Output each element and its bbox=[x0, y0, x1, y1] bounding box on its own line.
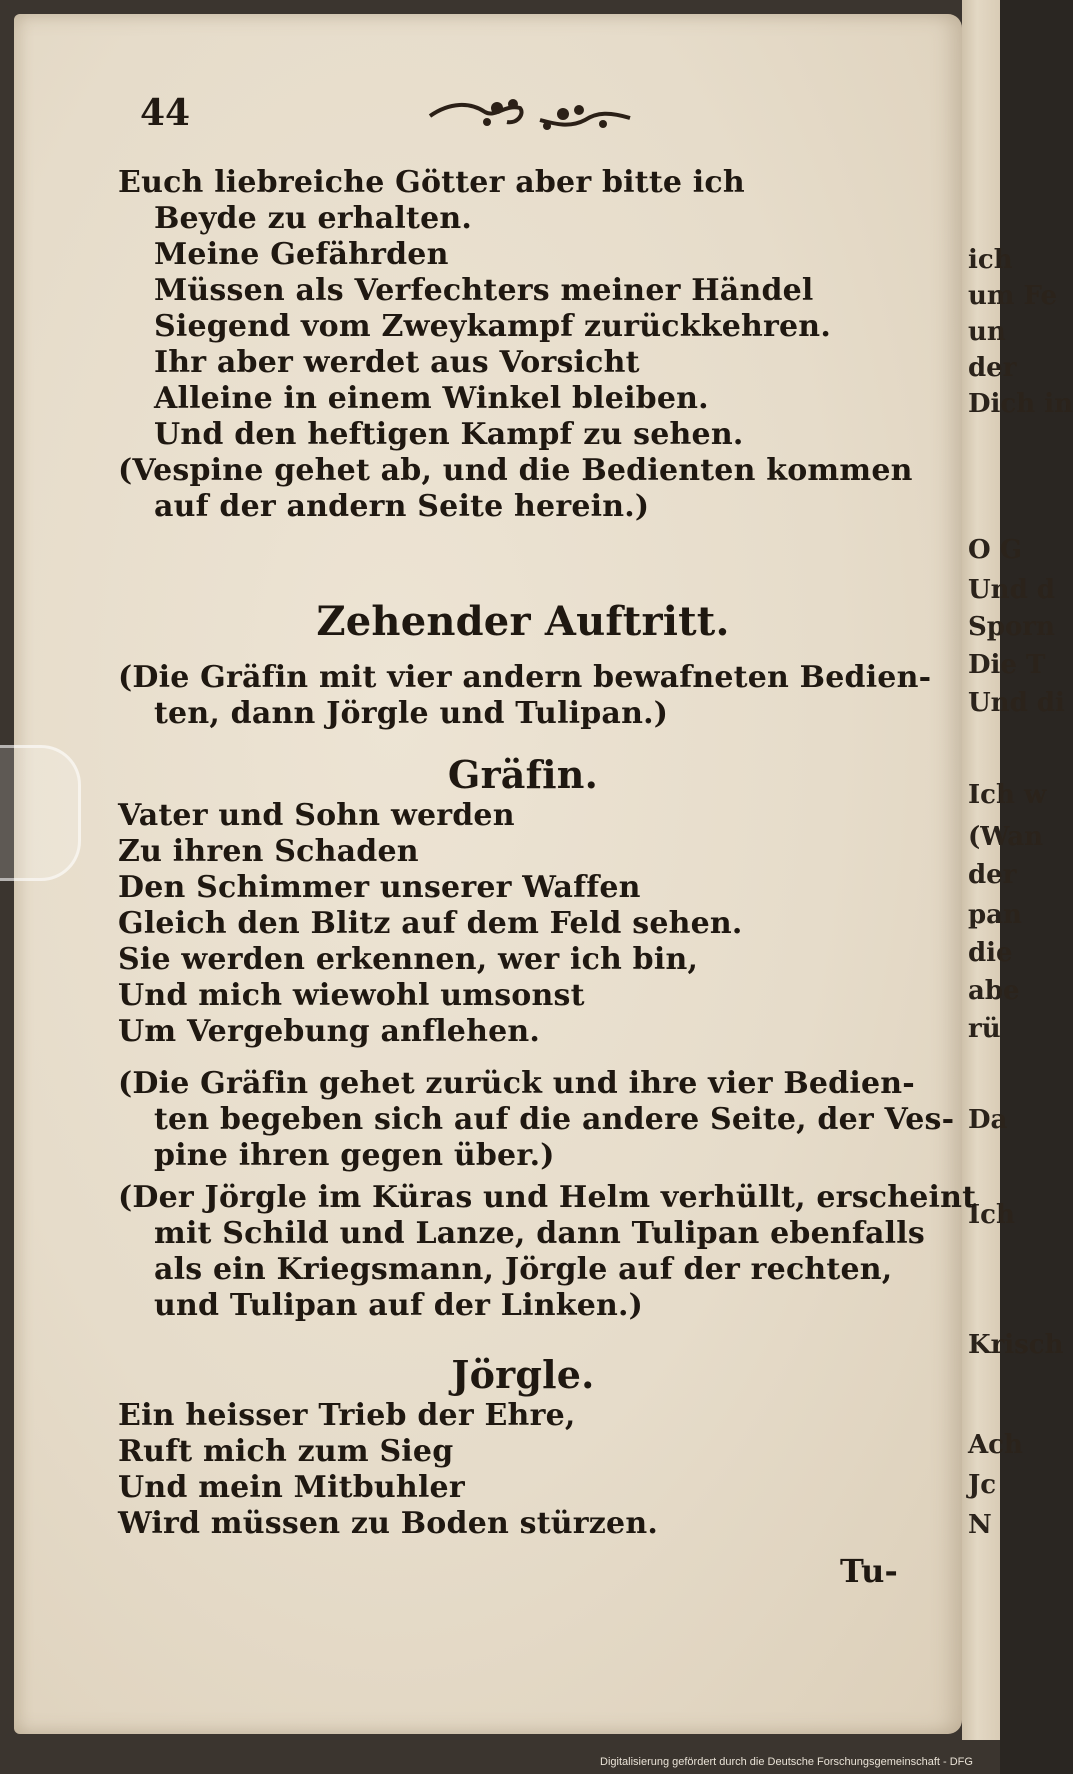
speech-block-1 bbox=[118, 798, 743, 1050]
verse-line: Und mich wiewohl umsonst bbox=[118, 978, 585, 1013]
page-number: 44 bbox=[140, 92, 191, 134]
verse-line: Ein heisser Trieb der Ehre, bbox=[118, 1398, 576, 1433]
facing-fragment: Die T bbox=[968, 650, 1046, 680]
verse-line: Sie werden erkennen, wer ich bin, bbox=[118, 942, 699, 977]
speaker-name: Gräfin. bbox=[447, 752, 599, 797]
facing-fragment: Und di bbox=[968, 688, 1065, 718]
stage-direction: (Die Gräfin mit vier andern bewafneten Bedien- bbox=[118, 660, 932, 695]
facing-fragment: un bbox=[968, 317, 1006, 347]
verse-line: Ihr aber werdet aus Vorsicht bbox=[154, 345, 640, 380]
facing-fragment: Ach bbox=[968, 1430, 1023, 1460]
verse-line: Um Vergebung anflehen. bbox=[118, 1014, 541, 1049]
stage-direction: ten, dann Jörgle und Tulipan.) bbox=[154, 696, 669, 731]
verse-line: Wird müssen zu Boden stürzen. bbox=[118, 1506, 658, 1541]
facing-fragment: Krisch bbox=[968, 1330, 1064, 1360]
verse-line: Gleich den Blitz auf dem Feld sehen. bbox=[118, 906, 743, 941]
verse-block-1 bbox=[118, 165, 913, 525]
digitization-credit: Digitalisierung gefördert durch die Deutsche Forschungsgemeinschaft - DFG bbox=[600, 1756, 973, 1768]
verse-line: Euch liebreiche Götter aber bitte ich bbox=[118, 165, 745, 200]
facing-fragment: die bbox=[968, 938, 1013, 968]
stage-direction: auf der andern Seite herein.) bbox=[154, 489, 650, 524]
facing-fragment: Jc bbox=[968, 1470, 997, 1500]
facing-fragment: Ich w bbox=[968, 780, 1047, 810]
facing-fragment: Ich bbox=[968, 1200, 1015, 1230]
direction-block-2 bbox=[118, 1066, 954, 1174]
facing-fragment: um Fe bbox=[968, 281, 1058, 311]
scene-direction-block bbox=[118, 660, 931, 732]
facing-fragment: pan bbox=[968, 900, 1022, 930]
scene-heading: Zehender Auftritt. bbox=[316, 598, 730, 645]
facing-fragment: ich bbox=[968, 245, 1013, 275]
verse-line: Siegend vom Zweykampf zurückkehren. bbox=[154, 309, 831, 344]
facing-fragment: N bbox=[968, 1510, 992, 1540]
stage-direction: pine ihren gegen über.) bbox=[154, 1138, 555, 1173]
facing-fragment: abe bbox=[968, 976, 1020, 1006]
page-clip bbox=[0, 745, 81, 881]
verse-line: Zu ihren Schaden bbox=[118, 834, 419, 869]
facing-fragment: O G bbox=[968, 535, 1022, 565]
facing-fragment: rü bbox=[968, 1014, 1001, 1044]
facing-fragment: Dich in bbox=[968, 389, 1073, 419]
verse-line: Und mein Mitbuhler bbox=[118, 1470, 465, 1505]
stage-direction: ten begeben sich auf die andere Seite, der Ves- bbox=[154, 1102, 955, 1137]
stage-direction: und Tulipan auf der Linken.) bbox=[154, 1288, 644, 1323]
verse-line: Ruft mich zum Sieg bbox=[118, 1434, 454, 1469]
verse-line: Meine Gefährden bbox=[154, 237, 449, 272]
verse-line: Den Schimmer unserer Waffen bbox=[118, 870, 641, 905]
verse-line: Alleine in einem Winkel bleiben. bbox=[154, 381, 709, 416]
stage-direction: (Die Gräfin gehet zurück und ihre vier Bedien- bbox=[118, 1066, 915, 1101]
facing-fragment: (Wan bbox=[968, 822, 1043, 852]
stage-direction: als ein Kriegsmann, Jörgle auf der rechten, bbox=[154, 1252, 893, 1287]
facing-fragment: der bbox=[968, 353, 1017, 383]
direction-block-3 bbox=[118, 1180, 976, 1324]
speaker-name: Jörgle. bbox=[451, 1352, 595, 1397]
stage-direction: (Vespine gehet ab, und die Bedienten kommen bbox=[118, 453, 913, 488]
speech-block-2 bbox=[118, 1398, 658, 1542]
verse-line: Vater und Sohn werden bbox=[118, 798, 515, 833]
facing-fragment: Und d bbox=[968, 575, 1055, 605]
catchword: Tu- bbox=[840, 1552, 899, 1590]
ornament-icon bbox=[425, 94, 635, 136]
stage-direction: mit Schild und Lanze, dann Tulipan ebenfalls bbox=[154, 1216, 925, 1251]
verse-line: Müssen als Verfechters meiner Händel bbox=[154, 273, 814, 308]
facing-page-edge bbox=[962, 0, 1073, 1740]
verse-line: Und den heftigen Kampf zu sehen. bbox=[154, 417, 744, 452]
facing-fragment: der bbox=[968, 860, 1017, 890]
facing-fragment: Sporn bbox=[968, 612, 1055, 642]
facing-fragment: Da bbox=[968, 1105, 1008, 1135]
stage-direction: (Der Jörgle im Küras und Helm verhüllt, erscheint bbox=[118, 1180, 977, 1215]
verse-line: Beyde zu erhalten. bbox=[154, 201, 473, 236]
